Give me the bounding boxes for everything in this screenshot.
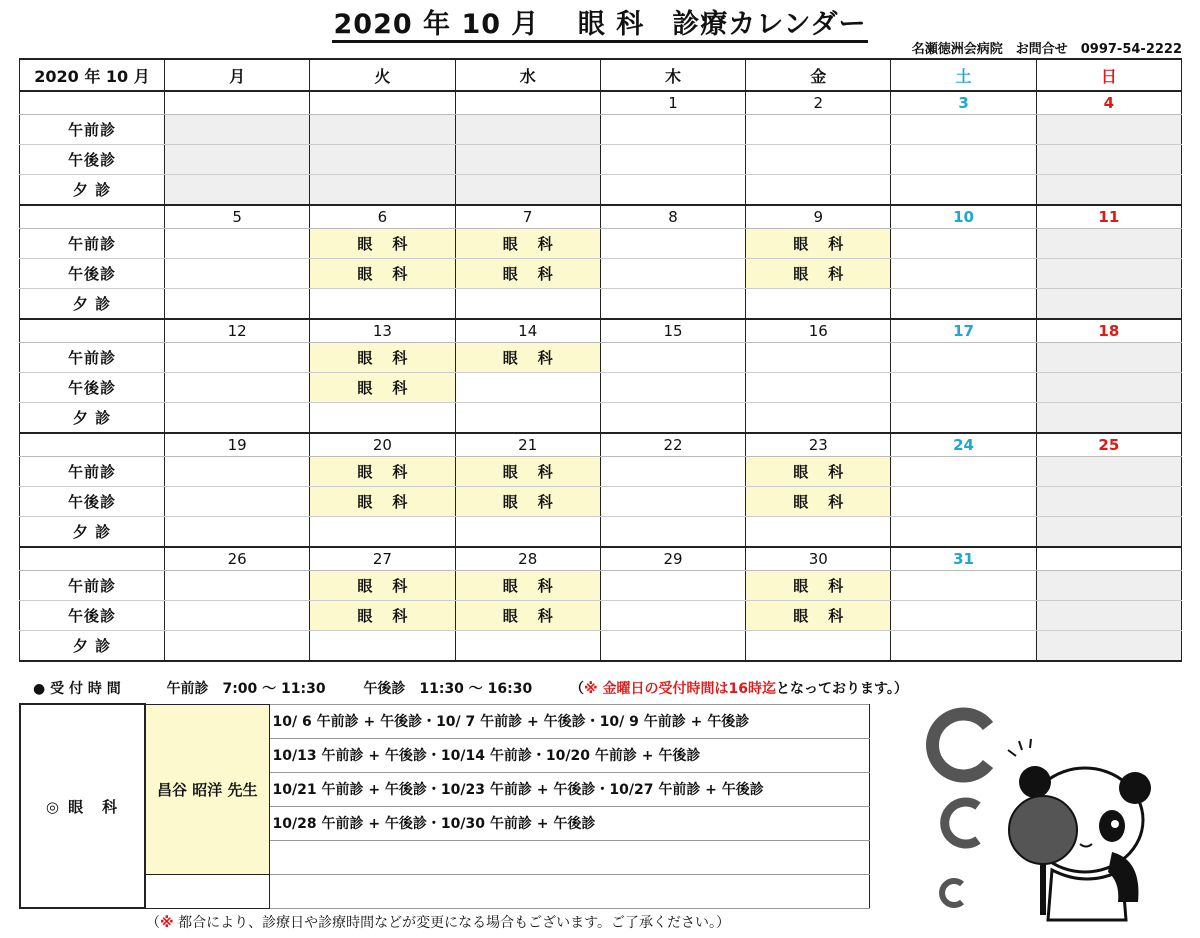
date-number bbox=[310, 91, 455, 115]
date-number: 1 bbox=[600, 91, 745, 115]
clinic-cell bbox=[310, 571, 455, 601]
clinic-cell bbox=[455, 487, 600, 517]
empty-cell bbox=[165, 229, 310, 259]
date-number: 12 bbox=[165, 319, 310, 343]
weekday-header: 水 bbox=[455, 59, 600, 91]
date-row-spacer bbox=[20, 91, 165, 115]
date-number: 13 bbox=[310, 319, 455, 343]
date-number: 16 bbox=[746, 319, 891, 343]
session-row bbox=[20, 259, 1182, 289]
landolt-c-icon bbox=[933, 714, 988, 905]
schedule-line: 10/ 6 午前診 + 午後診・10/ 7 午前診 + 午後診・10/ 9 午前診 + 午後診 bbox=[269, 704, 870, 738]
clinic-label: 眼科 bbox=[502, 463, 573, 481]
empty-cell bbox=[165, 487, 310, 517]
session-row bbox=[20, 145, 1182, 175]
clinic-cell bbox=[455, 571, 600, 601]
clinic-label: 眼科 bbox=[793, 493, 864, 511]
empty-cell bbox=[1036, 403, 1181, 434]
empty-cell bbox=[165, 259, 310, 289]
reception-hours-label: ● 受 付 時 間 bbox=[33, 681, 121, 697]
empty-cell bbox=[600, 487, 745, 517]
weekday-header: 月 bbox=[165, 59, 310, 91]
date-number: 2 bbox=[746, 91, 891, 115]
session-row bbox=[20, 631, 1182, 662]
clinic-label: 眼科 bbox=[357, 379, 428, 397]
empty-cell bbox=[891, 229, 1036, 259]
empty-cell bbox=[165, 289, 310, 320]
empty-cell bbox=[455, 373, 600, 403]
empty-cell bbox=[891, 631, 1036, 662]
empty-cell bbox=[1036, 631, 1181, 662]
empty-cell bbox=[600, 571, 745, 601]
empty-cell bbox=[455, 403, 600, 434]
date-number: 25 bbox=[1036, 433, 1181, 457]
empty-cell bbox=[600, 517, 745, 548]
date-number: 14 bbox=[455, 319, 600, 343]
empty-cell bbox=[165, 373, 310, 403]
empty-cell bbox=[600, 145, 745, 175]
clinic-cell bbox=[310, 457, 455, 487]
clinic-cell bbox=[455, 343, 600, 373]
empty-cell bbox=[1036, 259, 1181, 289]
session-label: 午後診 bbox=[20, 145, 165, 175]
empty-cell bbox=[600, 343, 745, 373]
weekday-header: 土 bbox=[891, 59, 1036, 91]
empty-cell bbox=[310, 517, 455, 548]
empty-cell bbox=[600, 457, 745, 487]
empty-cell bbox=[891, 175, 1036, 206]
date-number: 28 bbox=[455, 547, 600, 571]
clinic-label: 眼科 bbox=[502, 493, 573, 511]
clinic-label: 眼科 bbox=[502, 349, 573, 367]
date-number: 7 bbox=[455, 205, 600, 229]
clinic-label: 眼科 bbox=[502, 607, 573, 625]
clinic-cell bbox=[310, 259, 455, 289]
empty-cell bbox=[1036, 517, 1181, 548]
session-row bbox=[20, 115, 1182, 145]
date-number bbox=[165, 91, 310, 115]
doctor-name: 昌谷 昭洋 先生 bbox=[145, 704, 269, 874]
page-title: 2020 年 10 月 眼 科 診療カレンダー bbox=[0, 2, 1200, 41]
empty-cell bbox=[165, 403, 310, 434]
empty-cell bbox=[1036, 175, 1181, 206]
date-number: 10 bbox=[891, 205, 1036, 229]
empty-cell bbox=[600, 229, 745, 259]
department-label: ◎ 眼 科 bbox=[20, 704, 145, 908]
empty-cell bbox=[600, 601, 745, 631]
empty-cell bbox=[746, 631, 891, 662]
panda-eye-test-icon bbox=[1008, 739, 1151, 920]
empty-cell bbox=[455, 145, 600, 175]
clinic-label: 眼科 bbox=[357, 607, 428, 625]
empty-cell bbox=[891, 343, 1036, 373]
date-number: 3 bbox=[891, 91, 1036, 115]
empty-cell bbox=[746, 175, 891, 206]
date-number: 17 bbox=[891, 319, 1036, 343]
empty-cell bbox=[746, 373, 891, 403]
empty-cell bbox=[455, 175, 600, 206]
empty-cell bbox=[600, 115, 745, 145]
session-row bbox=[20, 517, 1182, 548]
clinic-label: 眼科 bbox=[357, 577, 428, 595]
clinic-label: 眼科 bbox=[793, 607, 864, 625]
empty-cell bbox=[746, 289, 891, 320]
date-number: 19 bbox=[165, 433, 310, 457]
empty-cell bbox=[600, 631, 745, 662]
session-label: 夕 診 bbox=[20, 403, 165, 434]
empty-cell bbox=[1036, 289, 1181, 320]
clinic-label: 眼科 bbox=[502, 577, 573, 595]
clinic-cell bbox=[310, 601, 455, 631]
weekday-header: 木 bbox=[600, 59, 745, 91]
clinic-label: 眼科 bbox=[357, 235, 428, 253]
doctor-schedule-row bbox=[20, 704, 870, 738]
empty-cell bbox=[165, 457, 310, 487]
date-row-spacer bbox=[20, 319, 165, 343]
weekday-header: 金 bbox=[746, 59, 891, 91]
weekday-header: 日 bbox=[1036, 59, 1181, 91]
doctor-schedule-row bbox=[20, 874, 870, 908]
empty-cell bbox=[1036, 373, 1181, 403]
clinic-cell bbox=[746, 601, 891, 631]
date-row-spacer bbox=[20, 433, 165, 457]
session-label: 午後診 bbox=[20, 487, 165, 517]
date-number: 20 bbox=[310, 433, 455, 457]
footnote: （※ 都合により、診療日や診療時間などが変更になる場合もございます。ご了承ください。） bbox=[146, 915, 730, 931]
session-label: 夕 診 bbox=[20, 289, 165, 320]
session-row bbox=[20, 487, 1182, 517]
session-row bbox=[20, 289, 1182, 320]
empty-cell bbox=[891, 487, 1036, 517]
session-label: 午後診 bbox=[20, 259, 165, 289]
empty-cell bbox=[891, 571, 1036, 601]
clinic-cell bbox=[746, 487, 891, 517]
clinic-label: 眼科 bbox=[793, 235, 864, 253]
date-number: 4 bbox=[1036, 91, 1181, 115]
date-number: 11 bbox=[1036, 205, 1181, 229]
clinic-label: 眼科 bbox=[357, 493, 428, 511]
empty-cell bbox=[1036, 229, 1181, 259]
week-date-row bbox=[20, 205, 1182, 229]
session-label: 午後診 bbox=[20, 601, 165, 631]
empty-cell bbox=[455, 631, 600, 662]
session-label: 午前診 bbox=[20, 115, 165, 145]
empty-cell bbox=[310, 289, 455, 320]
am-hours: 午前診 7:00 〜 11:30 bbox=[166, 681, 326, 697]
friday-note: ※ 金曜日の受付時間は16時迄 bbox=[583, 681, 776, 697]
session-row bbox=[20, 343, 1182, 373]
month-label: 2020 年 10 月 bbox=[20, 59, 165, 91]
date-number: 9 bbox=[746, 205, 891, 229]
session-label: 夕 診 bbox=[20, 631, 165, 662]
clinic-label: 眼科 bbox=[502, 235, 573, 253]
week-date-row bbox=[20, 319, 1182, 343]
week-date-row bbox=[20, 433, 1182, 457]
session-label: 午前診 bbox=[20, 457, 165, 487]
empty-cell bbox=[891, 115, 1036, 145]
clinic-cell bbox=[310, 487, 455, 517]
schedule-line bbox=[269, 874, 870, 908]
empty-cell bbox=[1036, 115, 1181, 145]
clinic-cell bbox=[310, 343, 455, 373]
empty-cell bbox=[310, 631, 455, 662]
date-number: 23 bbox=[746, 433, 891, 457]
empty-cell bbox=[165, 145, 310, 175]
schedule-line: 10/13 午前診 + 午後診・10/14 午前診・10/20 午前診 + 午後診 bbox=[269, 738, 870, 772]
date-row-spacer bbox=[20, 547, 165, 571]
empty-cell bbox=[165, 571, 310, 601]
doctor-name-spacer bbox=[145, 874, 269, 908]
empty-cell bbox=[310, 115, 455, 145]
empty-cell bbox=[891, 457, 1036, 487]
date-number: 21 bbox=[455, 433, 600, 457]
empty-cell bbox=[891, 289, 1036, 320]
empty-cell bbox=[891, 601, 1036, 631]
date-number: 18 bbox=[1036, 319, 1181, 343]
date-number: 5 bbox=[165, 205, 310, 229]
empty-cell bbox=[310, 145, 455, 175]
doctor-schedule-table bbox=[19, 703, 870, 909]
contact-info: 名瀬徳洲会病院 お問合せ 0997-54-2222 bbox=[911, 42, 1182, 57]
weekday-header: 火 bbox=[310, 59, 455, 91]
date-number bbox=[455, 91, 600, 115]
clinic-cell bbox=[746, 457, 891, 487]
session-label: 夕 診 bbox=[20, 175, 165, 206]
empty-cell bbox=[310, 175, 455, 206]
session-label: 午後診 bbox=[20, 373, 165, 403]
empty-cell bbox=[165, 343, 310, 373]
empty-cell bbox=[455, 517, 600, 548]
clinic-label: 眼科 bbox=[793, 265, 864, 283]
session-row bbox=[20, 457, 1182, 487]
clinic-cell bbox=[746, 571, 891, 601]
empty-cell bbox=[455, 115, 600, 145]
week-date-row bbox=[20, 91, 1182, 115]
empty-cell bbox=[891, 403, 1036, 434]
empty-cell bbox=[746, 343, 891, 373]
clinic-label: 眼科 bbox=[357, 463, 428, 481]
date-number: 30 bbox=[746, 547, 891, 571]
clinic-cell bbox=[310, 229, 455, 259]
clinic-cell bbox=[310, 373, 455, 403]
session-label: 午前診 bbox=[20, 343, 165, 373]
date-number: 6 bbox=[310, 205, 455, 229]
session-label: 午前診 bbox=[20, 571, 165, 601]
empty-cell bbox=[746, 115, 891, 145]
date-number: 8 bbox=[600, 205, 745, 229]
empty-cell bbox=[891, 259, 1036, 289]
empty-cell bbox=[455, 289, 600, 320]
clinic-cell bbox=[455, 601, 600, 631]
empty-cell bbox=[891, 373, 1036, 403]
date-number: 22 bbox=[600, 433, 745, 457]
clinic-label: 眼科 bbox=[793, 463, 864, 481]
empty-cell bbox=[600, 289, 745, 320]
empty-cell bbox=[891, 145, 1036, 175]
date-number: 15 bbox=[600, 319, 745, 343]
session-row bbox=[20, 373, 1182, 403]
empty-cell bbox=[1036, 571, 1181, 601]
clinic-cell bbox=[455, 259, 600, 289]
empty-cell bbox=[891, 517, 1036, 548]
empty-cell bbox=[600, 175, 745, 206]
session-row bbox=[20, 601, 1182, 631]
calendar-table bbox=[19, 58, 1182, 662]
empty-cell bbox=[746, 145, 891, 175]
clinic-label: 眼科 bbox=[502, 265, 573, 283]
clinic-cell bbox=[455, 457, 600, 487]
empty-cell bbox=[600, 373, 745, 403]
clinic-cell bbox=[746, 259, 891, 289]
schedule-line: 10/28 午前診 + 午後診・10/30 午前診 + 午後診 bbox=[269, 806, 870, 840]
date-row-spacer bbox=[20, 205, 165, 229]
session-label: 午前診 bbox=[20, 229, 165, 259]
empty-cell bbox=[1036, 601, 1181, 631]
empty-cell bbox=[1036, 343, 1181, 373]
clinic-cell bbox=[746, 229, 891, 259]
week-date-row bbox=[20, 547, 1182, 571]
weekday-header-row bbox=[20, 59, 1182, 91]
clinic-cell bbox=[455, 229, 600, 259]
date-number: 29 bbox=[600, 547, 745, 571]
empty-cell bbox=[1036, 487, 1181, 517]
empty-cell bbox=[165, 115, 310, 145]
empty-cell bbox=[600, 403, 745, 434]
empty-cell bbox=[600, 259, 745, 289]
empty-cell bbox=[1036, 457, 1181, 487]
empty-cell bbox=[165, 517, 310, 548]
reception-hours: ● 受 付 時 間 午前診 7:00 〜 11:30 午後診 11:30 〜 16:30 （※ 金曜日の受付時間は16時迄となっております。） bbox=[33, 681, 908, 697]
date-number bbox=[1036, 547, 1181, 571]
session-row bbox=[20, 175, 1182, 206]
empty-cell bbox=[746, 403, 891, 434]
date-number: 24 bbox=[891, 433, 1036, 457]
empty-cell bbox=[310, 403, 455, 434]
date-number: 31 bbox=[891, 547, 1036, 571]
eye-test-illustration bbox=[912, 702, 1197, 932]
clinic-label: 眼科 bbox=[357, 349, 428, 367]
empty-cell bbox=[1036, 145, 1181, 175]
clinic-label: 眼科 bbox=[793, 577, 864, 595]
session-row bbox=[20, 229, 1182, 259]
schedule-line: 10/21 午前診 + 午後診・10/23 午前診 + 午後診・10/27 午前診 + 午後診 bbox=[269, 772, 870, 806]
session-row bbox=[20, 403, 1182, 434]
empty-cell bbox=[746, 517, 891, 548]
session-label: 夕 診 bbox=[20, 517, 165, 548]
empty-cell bbox=[165, 175, 310, 206]
pm-hours: 午後診 11:30 〜 16:30 bbox=[363, 681, 533, 697]
schedule-line bbox=[269, 840, 870, 874]
clinic-label: 眼科 bbox=[357, 265, 428, 283]
date-number: 27 bbox=[310, 547, 455, 571]
empty-cell bbox=[165, 631, 310, 662]
date-number: 26 bbox=[165, 547, 310, 571]
session-row bbox=[20, 571, 1182, 601]
empty-cell bbox=[165, 601, 310, 631]
